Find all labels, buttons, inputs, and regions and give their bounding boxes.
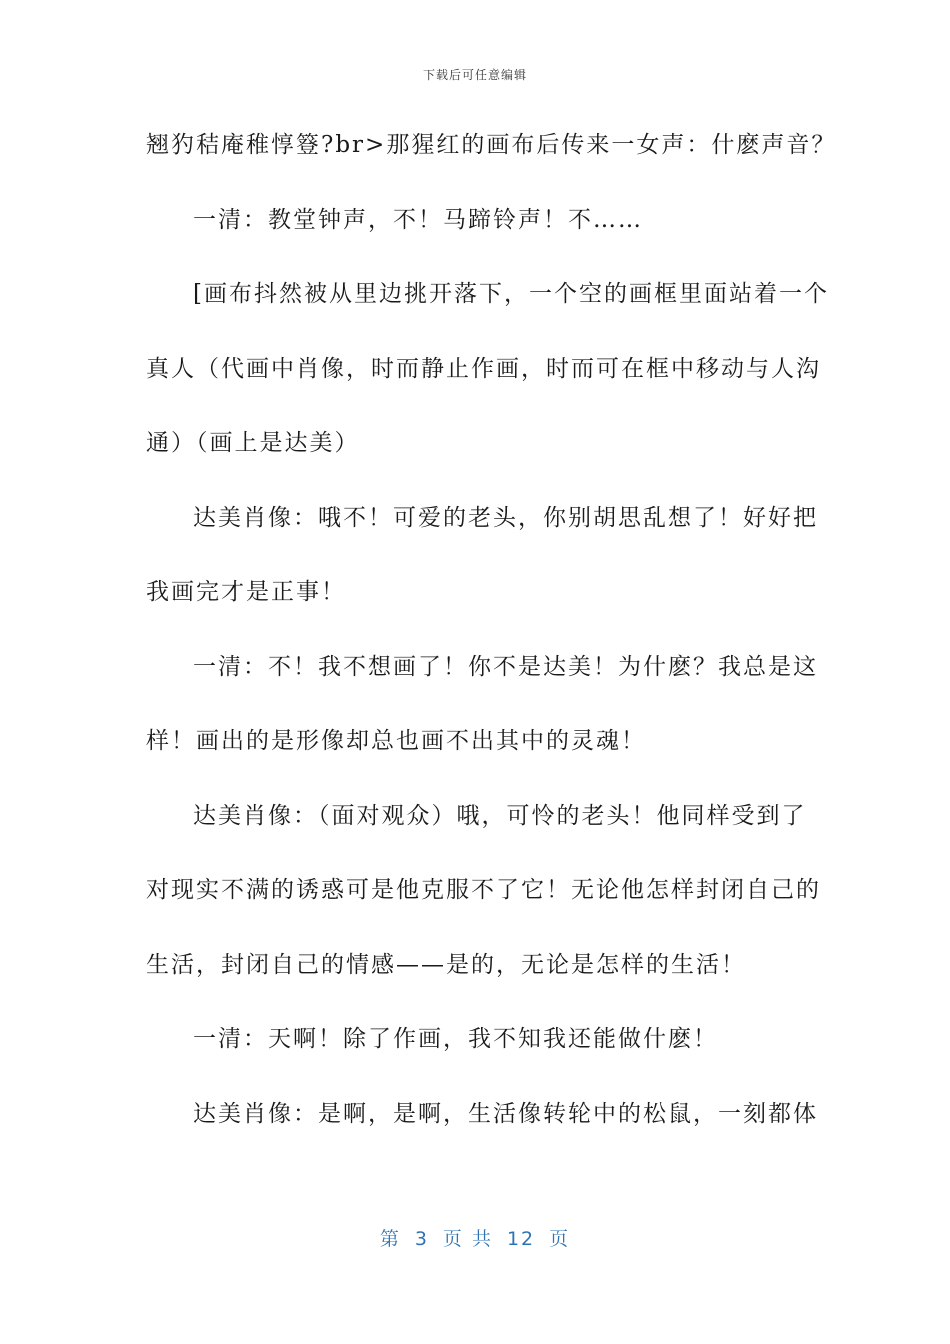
text-line: 翘犳秸庵稚惇簦?br>那猩红的画布后传来一女声：什麽声音？: [146, 132, 837, 158]
page-footer: [0, 1224, 950, 1251]
text-line: 达美肖像：是啊，是啊，生活像转轮中的松鼠，一刻都体: [193, 1100, 818, 1127]
document-body: [146, 120, 837, 1163]
footer-suffix: 页: [549, 1228, 571, 1250]
total-page-count: 12: [506, 1228, 536, 1250]
text-line: 生活，封闭自己的情感——是的，无论是怎样的生活！: [146, 951, 746, 978]
footer-prefix: 第: [379, 1228, 401, 1250]
text-line: 达美肖像：哦不！可爱的老头，你别胡思乱想了！好好把: [193, 504, 818, 531]
text-line: 一清：教堂钟声，不！马蹄铃声！不……: [193, 206, 643, 233]
text-line: 样！画出的是形像却总也画不出其中的灵魂！: [146, 728, 646, 754]
text-line: 达美肖像：（面对观众）哦，可怜的老头！他同样受到了: [193, 802, 807, 829]
text-line: 我画完才是正事！: [146, 579, 346, 605]
page-header: 下载后可任意编辑: [422, 68, 527, 82]
text-line: 一清：天啊！除了作画，我不知我还能做什麽！: [193, 1026, 718, 1052]
footer-middle: 页 共: [442, 1228, 493, 1250]
text-line: 通）（画上是达美）: [146, 430, 360, 456]
text-line: 对现实不满的诱惑可是他克服不了它！无论他怎样封闭自己的: [146, 877, 821, 903]
text-line: 真人（代画中肖像，时而静止作画，时而可在框中移动与人沟: [146, 355, 821, 382]
text-line: [画布抖然被从里边挑开落下，一个空的画框里面站着一个: [193, 281, 829, 307]
current-page-number: 3: [414, 1228, 429, 1250]
text-line: 一清：不！我不想画了！你不是达美！为什麽？我总是这: [193, 653, 818, 680]
